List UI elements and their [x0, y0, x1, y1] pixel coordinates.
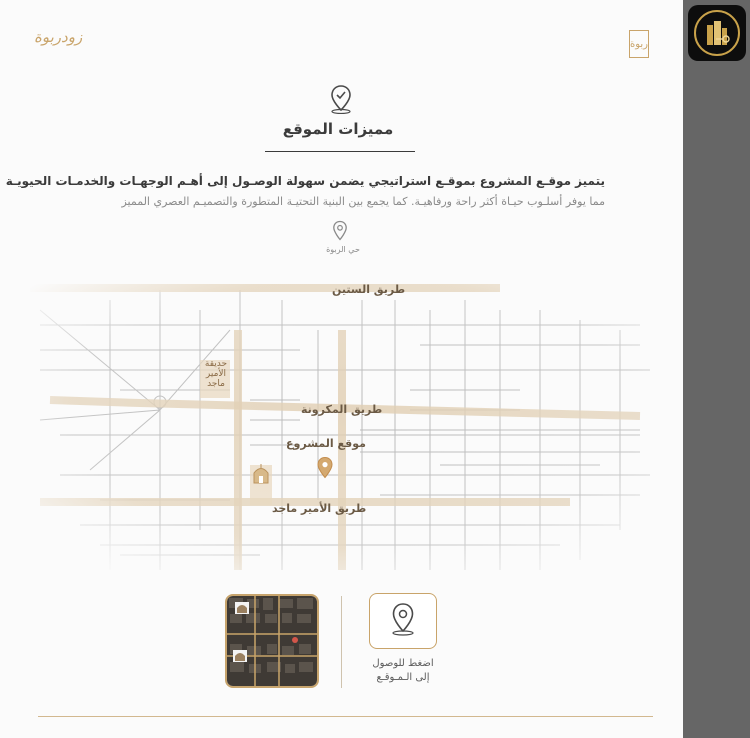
- road-label-makaruna: طريق المكرونة: [301, 403, 383, 416]
- satellite-map-thumbnail[interactable]: [225, 594, 319, 688]
- bottom-divider: [38, 716, 653, 717]
- location-pin-icon: [390, 602, 416, 640]
- location-pin-icon[interactable]: [316, 456, 334, 484]
- road-label-sitin: طريق الستين: [332, 283, 406, 296]
- brand-logo-left: زودربوة: [34, 28, 83, 46]
- description-line-2: مما يوفر أسلـوب حيـاة أكثر راحة ورفاهيـة. كما يجمع بين البنية التحتيـة المتطورة والتصميـم العصري المميز: [121, 195, 605, 208]
- title-divider: [265, 151, 415, 152]
- cta-label-line-1[interactable]: اضغط للوصول: [372, 658, 434, 669]
- navigate-to-location-button[interactable]: [369, 593, 437, 649]
- brand-logo-right: ربوة: [629, 30, 649, 58]
- street-map[interactable]: [0, 270, 683, 590]
- location-pin-icon: [329, 84, 353, 118]
- project-site-label: موقع المشروع: [286, 437, 366, 450]
- divider: [341, 596, 342, 688]
- building-key-icon[interactable]: [688, 5, 746, 61]
- location-pin-icon: [332, 220, 348, 246]
- district-label: حي الربوة: [326, 245, 360, 254]
- road-label-amir-majed: طريق الأمير ماجد: [272, 502, 367, 515]
- cta-label-line-2[interactable]: إلى الـمـوقـع: [376, 672, 430, 683]
- app-icon-ring: [694, 10, 740, 56]
- sidebar: [683, 0, 750, 738]
- garden-label: حديقة الأمير ماجد: [204, 359, 228, 389]
- mosque-icon: [251, 462, 271, 488]
- description-line-1: يتميز موقـع المشروع بموقـع استراتيجي يضمن سهولة الوصـول إلى أهـم الوجهـات والخدمـات الحيويـة: [5, 174, 605, 188]
- section-title: مميزات الموقع: [282, 120, 394, 138]
